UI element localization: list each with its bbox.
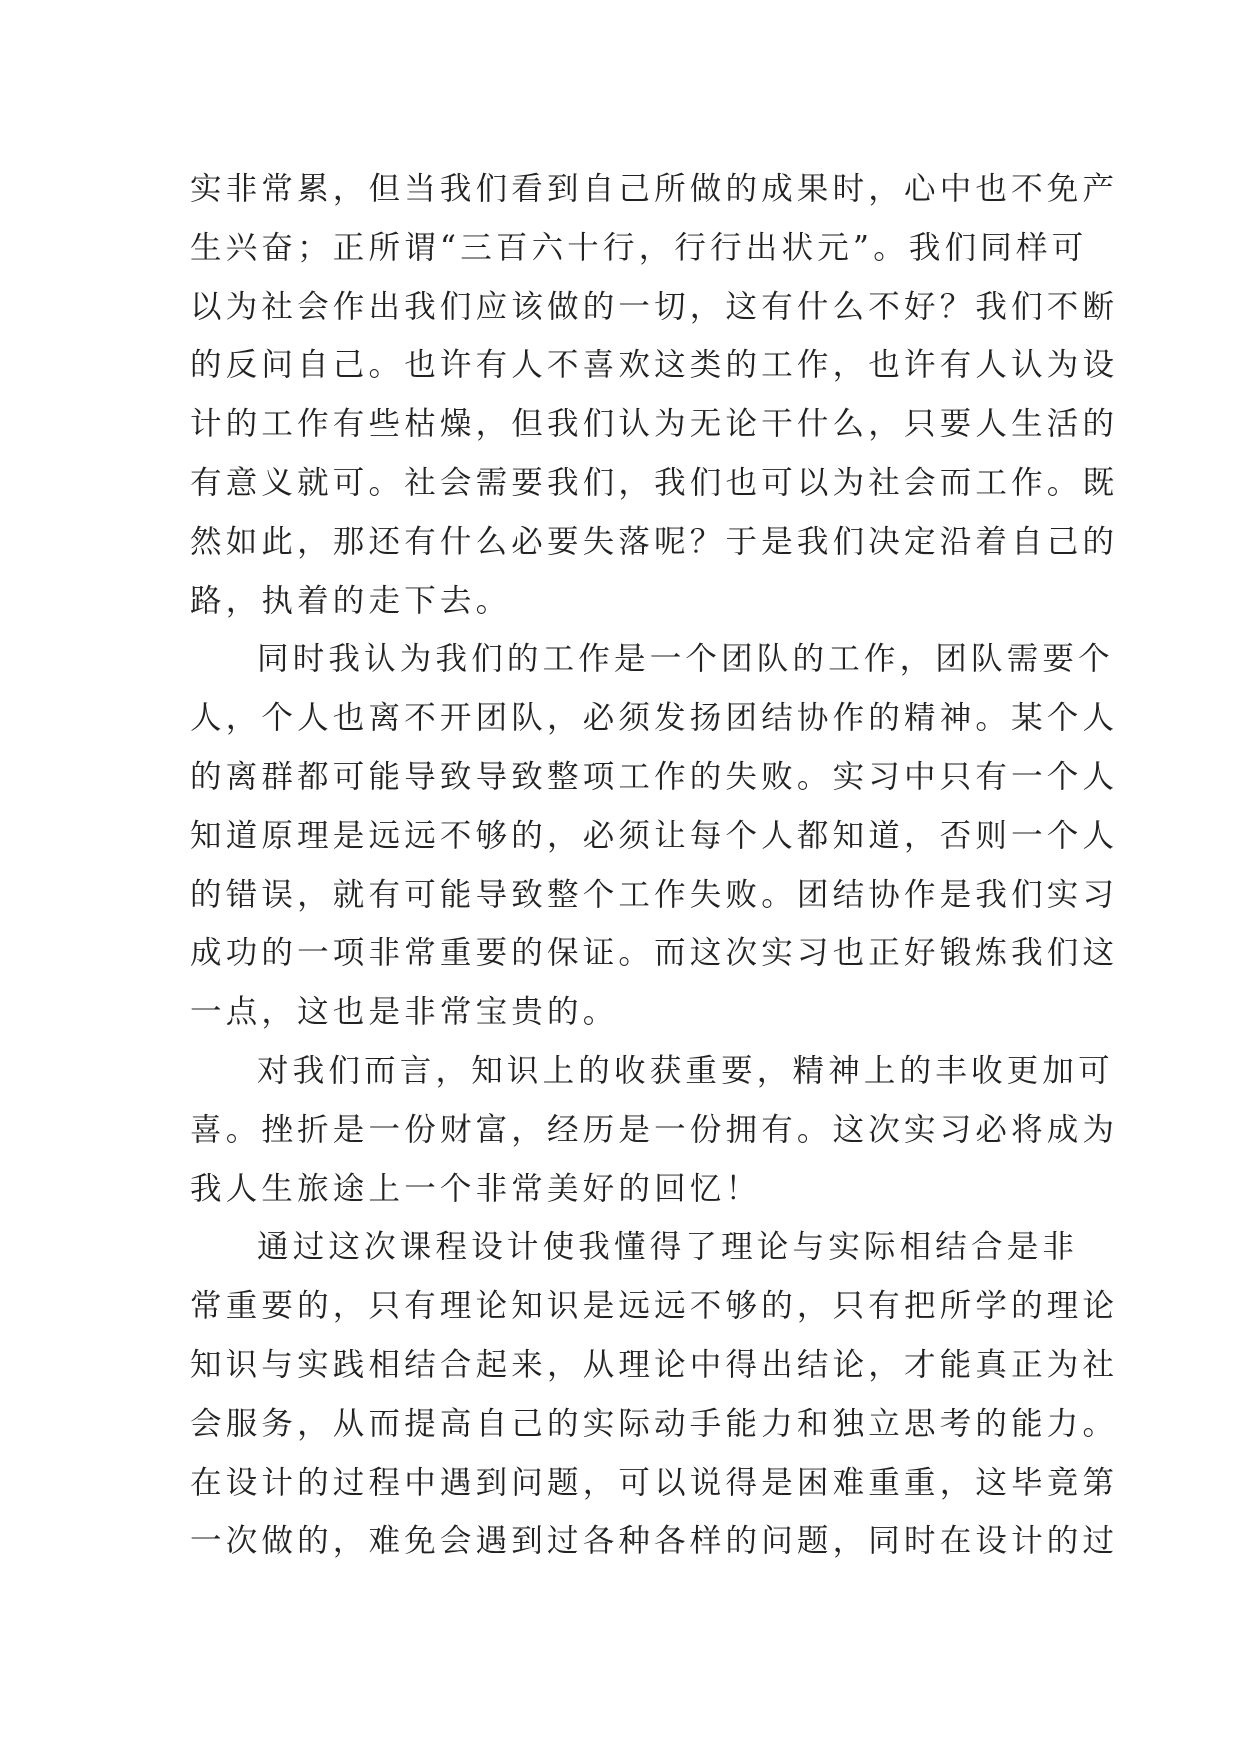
text-line: 通过这次课程设计使我懂得了理论与实际相结合是非 xyxy=(257,1229,1079,1266)
text-line: 喜。挫折是一份财富，经历是一份拥有。这次实习必将成为 xyxy=(190,1111,1119,1148)
paragraph-3 xyxy=(190,1042,1119,1218)
text-line: 同时我认为我们的工作是一个团队的工作，团队需要个 xyxy=(257,641,1114,678)
text-line: 成功的一项非常重要的保证。而这次实习也正好锻炼我们这 xyxy=(190,935,1119,972)
text-line: 的错误，就有可能导致整个工作失败。团结协作是我们实习 xyxy=(190,876,1119,913)
text-line: 对我们而言，知识上的收获重要，精神上的丰收更加可 xyxy=(257,1052,1114,1089)
text-line: 知识与实践相结合起来，从理论中得出结论，才能真正为社 xyxy=(190,1346,1119,1383)
paragraph-4 xyxy=(190,1218,1119,1571)
text-line: 会服务，从而提高自己的实际动手能力和独立思考的能力。 xyxy=(190,1405,1119,1442)
text-line: 人，个人也离不开团队，必须发扬团结协作的精神。某个人 xyxy=(190,700,1119,737)
text-line: 的反问自己。也许有人不喜欢这类的工作，也许有人认为设 xyxy=(190,347,1119,384)
text-line: 实非常累，但当我们看到自己所做的成果时，心中也不免产 xyxy=(190,171,1119,207)
text-line: 一点，这也是非常宝贵的。 xyxy=(190,994,619,1031)
text-line: 我人生旅途上一个非常美好的回忆！ xyxy=(190,1170,762,1207)
text-line: 常重要的，只有理论知识是远远不够的，只有把所学的理论 xyxy=(190,1288,1119,1325)
paragraph-1 xyxy=(190,160,1119,630)
document-body xyxy=(190,160,1119,1571)
text-line: 有意义就可。社会需要我们，我们也可以为社会而工作。既 xyxy=(190,464,1119,501)
text-line: 在设计的过程中遇到问题，可以说得是困难重重，这毕竟第 xyxy=(190,1464,1119,1501)
text-line: 一次做的，难免会遇到过各种各样的问题，同时在设计的过 xyxy=(190,1523,1119,1560)
text-line: 生兴奋；正所谓“三百六十行，行行出状元”。我们同样可 xyxy=(190,229,1088,266)
text-line: 然如此，那还有什么必要失落呢？于是我们决定沿着自己的 xyxy=(190,523,1119,560)
text-line: 计的工作有些枯燥，但我们认为无论干什么，只要人生活的 xyxy=(190,406,1119,443)
text-line: 以为社会作出我们应该做的一切，这有什么不好？我们不断 xyxy=(190,288,1119,325)
paragraph-2 xyxy=(190,630,1119,1042)
text-line: 路，执着的走下去。 xyxy=(190,582,512,619)
text-line: 的离群都可能导致导致整项工作的失败。实习中只有一个人 xyxy=(190,758,1119,795)
text-line: 知道原理是远远不够的，必须让每个人都知道，否则一个人 xyxy=(190,817,1119,854)
